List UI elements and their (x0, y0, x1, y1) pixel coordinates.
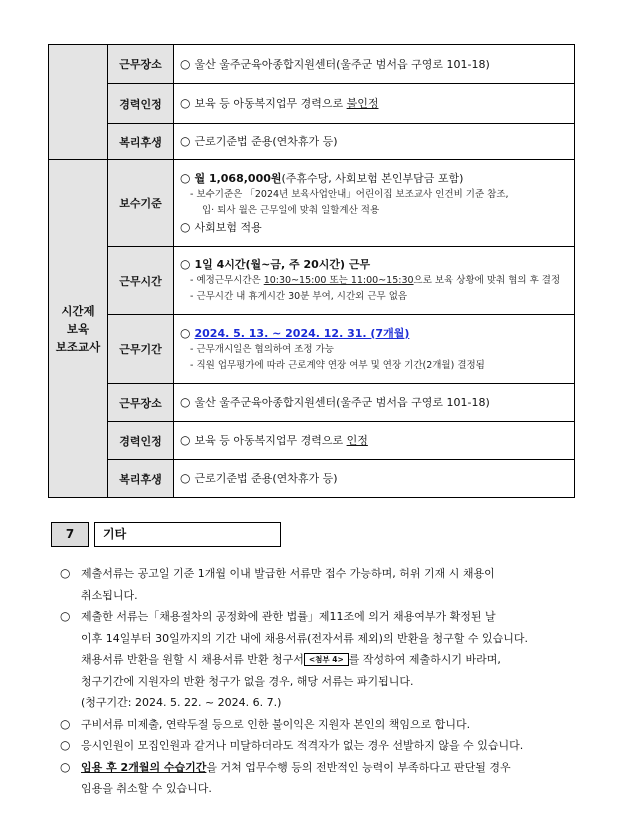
workplace-text: 울산 울주군육아종합지원센터(울주군 범서읍 구영로 101-18) (194, 396, 490, 409)
row-label: 경력인정 (108, 84, 174, 124)
table-row (49, 247, 575, 315)
note-1-line-2: 취소됩니다. (81, 588, 138, 602)
list-item (60, 714, 575, 736)
row-label: 경력인정 (108, 422, 174, 460)
period-link[interactable]: 2024. 5. 13. ~ 2024. 12. 31. (7개월) (194, 326, 410, 340)
circle-bullet-icon: ○ (60, 759, 71, 774)
note-2-line-1: 제출한 서류는「채용절차의 공정화에 관한 법률」제11조에 의거 채용여부가 확정된 날 (81, 610, 496, 623)
job-spec-table (48, 44, 575, 498)
circle-bullet-icon: ○ (60, 609, 71, 623)
note-2-line-5: (청구기간: 2024. 5. 22. ~ 2024. 6. 7.) (81, 696, 282, 709)
circle-bullet-icon: ○ (180, 433, 191, 447)
hours-sub-1-before: - 예정근무시간은 (190, 275, 264, 286)
welfare-text: 근로기준법 준용(연차휴가 등) (194, 472, 338, 485)
table-row (49, 384, 575, 422)
row-value (174, 422, 575, 460)
section-title: 기타 (94, 522, 281, 547)
pay-sub-1: - 보수기준은 「2024년 보육사업안내」어린이집 보조교사 인건비 기준 참조, (190, 189, 509, 200)
category-cell-empty (49, 84, 108, 124)
note-2-line-4: 청구기간에 지원자의 반환 청구가 없을 경우, 해당 서류는 파기됩니다. (81, 674, 414, 688)
hours-sub-2: - 근무시간 내 휴게시간 30분 부여, 시간외 근무 없음 (190, 291, 408, 302)
row-value (174, 384, 575, 422)
row-value (174, 45, 575, 84)
pay-sub-2: 입· 퇴사 월은 근무일에 맞춰 일할계산 적용 (202, 205, 380, 216)
category-cell-empty (49, 124, 108, 160)
probation-period: 임용 후 2개월의 수습기간 (81, 760, 207, 774)
table-row (49, 422, 575, 460)
circle-bullet-icon: ○ (180, 325, 191, 340)
category-label: 시간제 보육 보조교사 (49, 160, 108, 498)
note-5-line-1 (81, 757, 575, 779)
table-row (49, 460, 575, 498)
note-5-rest: 을 거쳐 업무수행 등의 전반적인 능력이 부족하다고 판단될 경우 (206, 760, 511, 774)
list-item (60, 606, 575, 714)
notes-list (60, 563, 575, 800)
pay-detail: (주휴수당, 사회보험 본인부담금 포함) (281, 172, 464, 185)
hours-sub-1 (180, 273, 568, 289)
note-1-line-1: 제출서류는 공고일 기준 1개월 이내 발급한 서류만 접수 가능하며, 허위 기재 시 채용이 (81, 567, 495, 580)
note-2-line-2: 이후 14일부터 30일까지의 기간 내에 채용서류(전자서류 제외)의 반환을 청구할 수 있습니다. (81, 631, 528, 645)
table-row (49, 84, 575, 124)
row-label: 근무장소 (108, 384, 174, 422)
row-value (174, 460, 575, 498)
row-value (174, 315, 575, 384)
row-label: 보수기준 (108, 160, 174, 247)
circle-bullet-icon: ○ (180, 171, 191, 185)
row-label: 근무시간 (108, 247, 174, 315)
circle-bullet-icon: ○ (180, 257, 191, 271)
note-4: 응시인원이 모집인원과 같거나 미달하더라도 적격자가 없는 경우 선발하지 않을 수 있습니다. (81, 739, 524, 752)
note-5-line-2: 임용을 취소할 수 있습니다. (81, 782, 212, 795)
insurance-text: 사회보험 적용 (194, 221, 262, 234)
row-value (174, 247, 575, 315)
workplace-text: 울산 울주군육아종합지원센터(울주군 범서읍 구영로 101-18) (194, 57, 490, 71)
note-2-line-3 (81, 649, 575, 671)
list-item (60, 735, 575, 757)
list-item (60, 563, 575, 606)
table-row (49, 45, 575, 84)
attachment-tag: <첨부 4> (304, 653, 349, 666)
career-text: 보육 등 아동복지업무 경력으로 (194, 434, 347, 447)
welfare-text: 근로기준법 준용(연차휴가 등) (194, 135, 338, 148)
period-sub-2: - 직원 업무평가에 따라 근로계약 연장 여부 및 연장 기간(2개월) 결정됨 (190, 359, 485, 371)
pay-amount: 월 1,068,000원 (194, 172, 282, 185)
circle-bullet-icon: ○ (180, 96, 191, 110)
period-sub-1: - 근무개시일은 협의하여 조정 가능 (190, 343, 334, 355)
circle-bullet-icon: ○ (60, 716, 71, 731)
table-row (49, 124, 575, 160)
career-status: 불인정 (346, 97, 379, 110)
row-label: 복리후생 (108, 460, 174, 498)
row-value (174, 84, 575, 124)
circle-bullet-icon: ○ (60, 738, 71, 752)
note-3: 구비서류 미제출, 연락두절 등으로 인한 불이익은 지원자 본인의 책임으로 합니다. (81, 717, 471, 731)
career-text: 보육 등 아동복지업무 경력으로 (194, 97, 347, 110)
circle-bullet-icon: ○ (180, 134, 191, 148)
hours-sub-1-times: 10:30~15:00 또는 11:00~15:30 (263, 275, 414, 286)
row-value (174, 160, 575, 247)
table-row (49, 315, 575, 384)
list-item (60, 757, 575, 800)
row-label: 복리후생 (108, 124, 174, 160)
circle-bullet-icon: ○ (180, 471, 191, 485)
table-row (49, 160, 575, 247)
circle-bullet-icon: ○ (180, 56, 191, 71)
career-status: 인정 (346, 434, 368, 447)
category-cell-empty (49, 45, 108, 84)
note-2-line-3-after: 를 작성하여 제출하시기 바라며, (348, 653, 501, 666)
note-2-line-3-before: 채용서류 반환을 원할 시 채용서류 반환 청구서 (81, 653, 304, 666)
row-label: 근무장소 (108, 45, 174, 84)
section-number: 7 (51, 522, 89, 547)
hours-sub-1-after: 으로 보육 상황에 맞춰 협의 후 결정 (413, 275, 561, 286)
row-value (174, 124, 575, 160)
row-label: 근무기간 (108, 315, 174, 384)
hours-main: 1일 4시간(월~금, 주 20시간) 근무 (194, 258, 371, 271)
circle-bullet-icon: ○ (60, 566, 71, 580)
circle-bullet-icon: ○ (180, 220, 191, 234)
circle-bullet-icon: ○ (180, 395, 191, 409)
